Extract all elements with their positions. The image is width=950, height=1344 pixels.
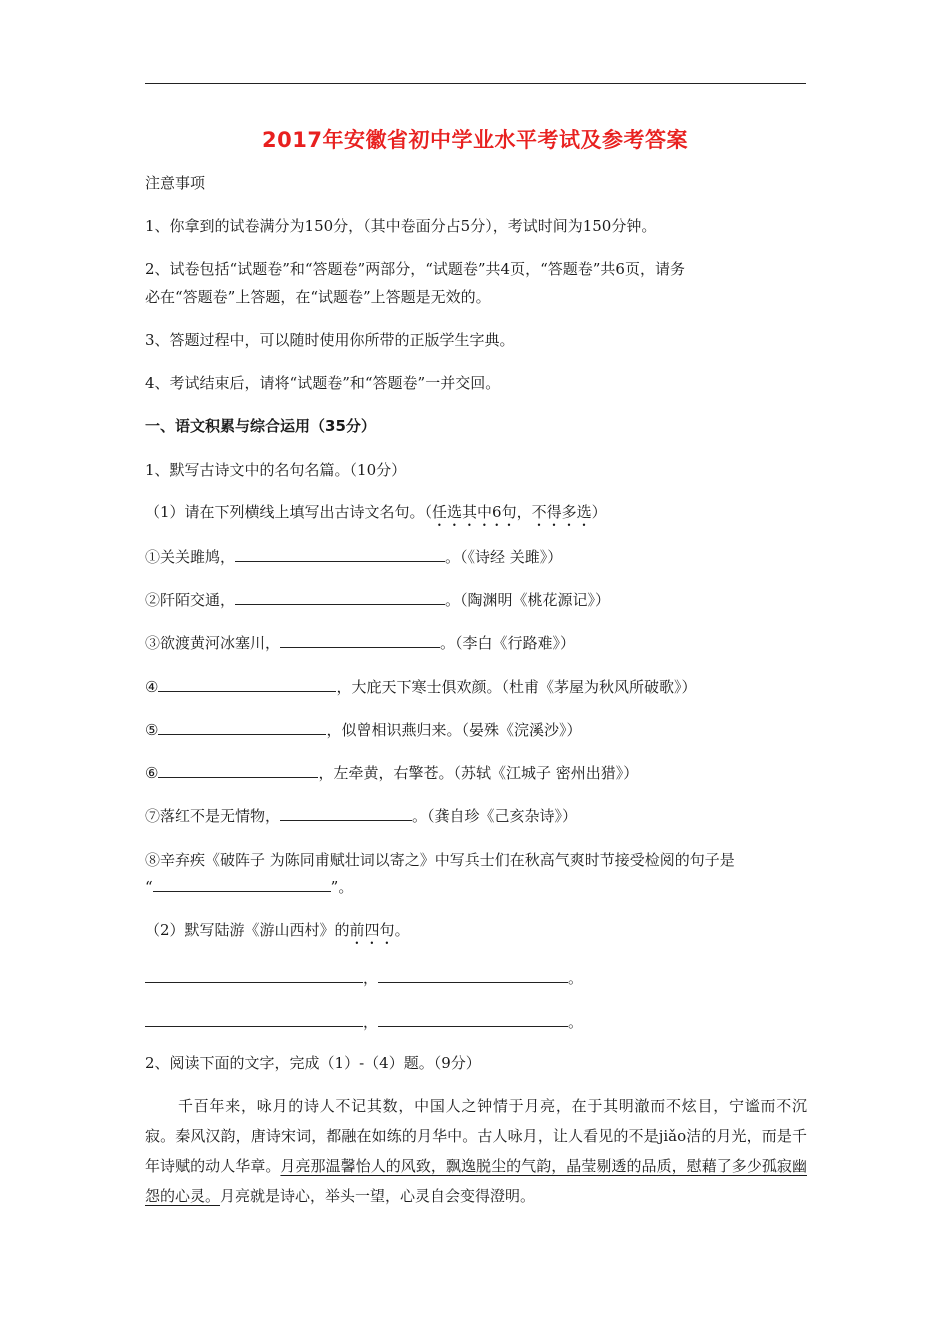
answer-blank-2[interactable] [235,590,445,605]
answer-blank-4[interactable] [158,677,336,692]
recite-item-3-prefix: ③欲渡黄河冰塞川， [145,634,281,652]
recite-item-2-source: 。（陶渊明《桃花源记》） [445,591,611,609]
notice-item-1: 1、你拿到的试卷满分为150分，（其中卷面分占5分），考试时间为150分钟。 [145,217,657,235]
recite-item-7 [145,806,577,826]
answer-blank-3[interactable] [280,633,440,648]
passage-underlined-sentence: 月亮那温馨怡人的风致，飘逸脱尘的气韵，晶莹剔透的品质，慰藉了多少孤寂幽怨的心灵。 [145,1157,807,1205]
recite-item-1 [145,547,562,567]
poem-answer-line-2 [145,1012,583,1032]
recite-item-3-source: 。（李白《行路难》） [440,634,576,652]
part-2-emphasis: 前四句 [349,921,395,939]
answer-blank-8[interactable] [153,877,331,892]
poem-blank-2[interactable] [378,968,568,983]
recite-item-2-prefix: ②阡陌交通， [145,591,236,609]
recite-item-4-prefix: ④ [145,678,159,696]
section-heading: 一、语文积累与综合运用（35分） [145,417,376,435]
poem-blank-1[interactable] [145,968,363,983]
part-2-prefix: （2）默写陆游《游山西村》的 [145,921,350,939]
part-1-emphasis: 任选其中6句，不得多选 [432,503,592,521]
comma: ， [363,1013,379,1031]
passage-text-2: 月亮就是诗心，举头一望，心灵自会变得澄明。 [220,1187,536,1205]
close-quote: ”。 [330,878,354,896]
recite-item-5 [145,720,581,740]
exam-title: 2017年安徽省初中学业水平考试及参考答案 [262,128,688,152]
part-1-suffix: ） [591,503,607,521]
period: 。 [568,969,584,987]
recite-item-7-prefix: ⑦落红不是无情物， [145,807,281,825]
notice-item-4: 4、考试结束后，请将“试题卷”和“答题卷”一并交回。 [145,374,501,392]
recite-item-1-prefix: ①关关雎鸠， [145,548,236,566]
recite-item-8: ⑧辛弃疾《破阵子 为陈同甫赋壮词以寄之》中写兵士们在秋高气爽时节接受检阅的句子是 [145,851,735,869]
recite-item-5-prefix: ⑤ [145,721,159,739]
recite-item-3 [145,633,575,653]
poem-blank-3[interactable] [145,1012,363,1027]
part-1-prefix: （1）请在下列横线上填写出古诗文名句。（ [145,503,433,521]
answer-blank-7[interactable] [280,806,412,821]
answer-blank-5[interactable] [158,720,326,735]
question-1-part-2 [145,920,410,948]
recite-item-1-source: 。（《诗经 关雎》） [445,548,563,566]
passage-text-1: 千百年来，咏月的诗人不记其数，中国人之钟情于月亮，在于其明澈而不炫目，宁谧而不沉寂。秦风汉韵，唐诗宋词，都融在如练的月华中。古人咏月，让人看见的不是jiǎo洁的月光，而是千年诗赋的动人华章。 [145,1097,807,1175]
recite-item-6-prefix: ⑥ [145,764,159,782]
question-1-part-1 [145,502,607,530]
recite-item-2 [145,590,610,610]
question-2-title: 2、阅读下面的文字，完成（1）-（4）题。（9分） [145,1054,481,1072]
recite-item-4-source: ，大庇天下寒士俱欢颜。（杜甫《茅屋为秋风所破歌》） [336,678,697,696]
open-quote: “ [145,878,153,896]
period: 。 [568,1013,584,1031]
recite-item-7-source: 。（龚自珍《己亥杂诗》） [412,807,578,825]
recite-item-8-answer [145,877,353,897]
header-rule [145,83,806,84]
comma: ， [363,969,379,987]
recite-item-6-source: ，左牵黄，右擎苍。（苏轼《江城子 密州出猎》） [318,764,639,782]
recite-item-4 [145,677,696,697]
notice-item-2-cont: 必在“答题卷”上答题，在“试题卷”上答题是无效的。 [145,288,491,306]
answer-blank-6[interactable] [158,763,318,778]
recite-item-5-source: ，似曾相识燕归来。（晏殊《浣溪沙》） [326,721,582,739]
poem-answer-line-1 [145,968,583,988]
part-2-suffix: 。 [394,921,410,939]
notice-item-3: 3、答题过程中，可以随时使用你所带的正版学生字典。 [145,331,515,349]
poem-blank-4[interactable] [378,1012,568,1027]
reading-passage [145,1091,807,1211]
notice-item-2: 2、试卷包括“试题卷”和“答题卷”两部分，“试题卷”共4页，“答题卷”共6页，请务 [145,260,685,278]
notice-heading: 注意事项 [145,174,206,192]
answer-blank-1[interactable] [235,547,445,562]
recite-item-6 [145,763,638,783]
question-1-title: 1、默写古诗文中的名句名篇。（10分） [145,461,407,479]
